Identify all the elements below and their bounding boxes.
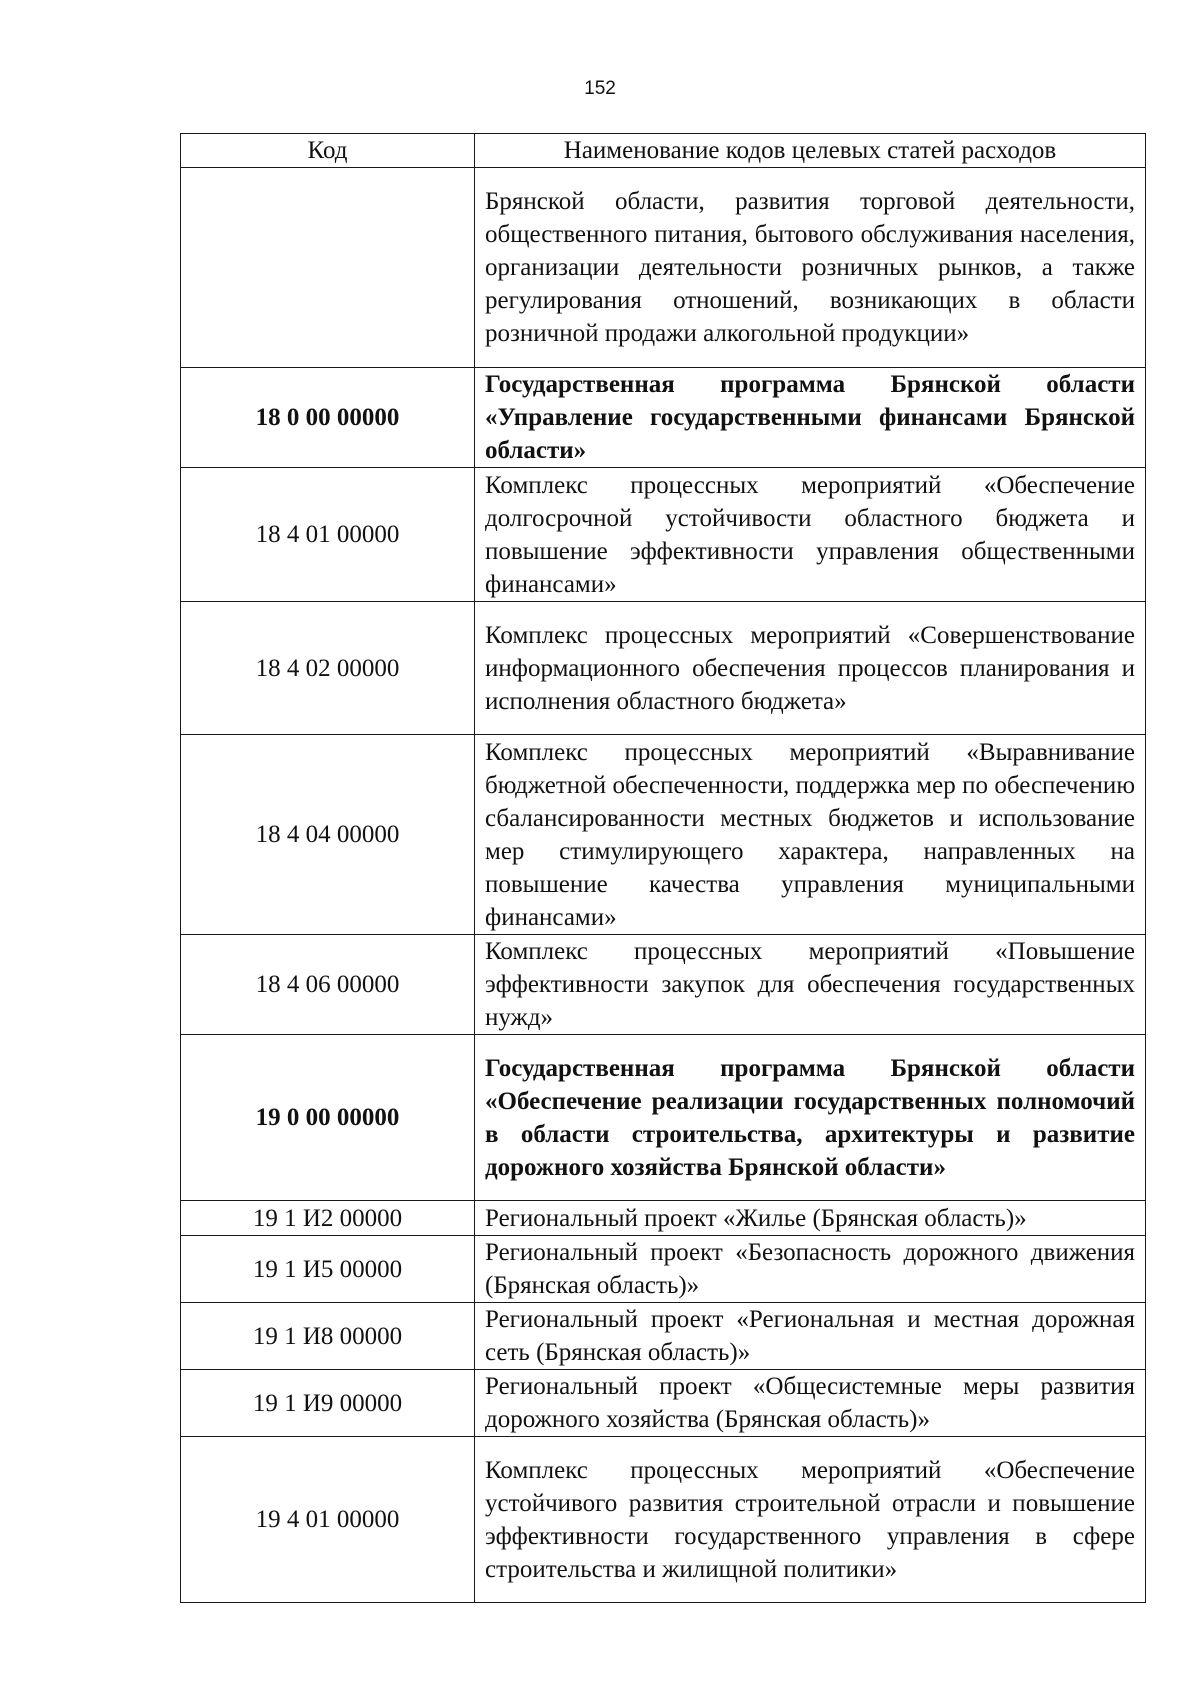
name-cell: Государственная программа Брянской области «Обеспечение реализации государственных полномочий в области строительства, архитектуры и развитие дорожного хозяйства Брянской области» (475, 1035, 1146, 1201)
code-cell: 19 0 00 00000 (181, 1035, 475, 1201)
table-body (181, 168, 1146, 1603)
table-row (181, 1236, 1146, 1303)
table-row (181, 1303, 1146, 1370)
name-cell: Комплекс процессных мероприятий «Повышение эффективности закупок для обеспечения государственных нужд» (475, 935, 1146, 1035)
table-row (181, 1201, 1146, 1236)
name-cell: Региональный проект «Жилье (Брянская область)» (475, 1201, 1146, 1236)
name-cell: Региональный проект «Общесистемные меры развития дорожного хозяйства (Брянская область)» (475, 1370, 1146, 1437)
table-row (181, 735, 1146, 935)
name-cell: Комплекс процессных мероприятий «Обеспечение устойчивого развития строительной отрасли и повышение эффективности государственного управления в сфере строительства и жилищной политики» (475, 1437, 1146, 1603)
code-cell: 19 1 И2 00000 (181, 1201, 475, 1236)
code-cell: 18 0 00 00000 (181, 368, 475, 468)
code-cell: 19 4 01 00000 (181, 1437, 475, 1603)
table-row (181, 468, 1146, 602)
header-name: Наименование кодов целевых статей расходов (475, 134, 1146, 168)
name-cell: Комплекс процессных мероприятий «Выравнивание бюджетной обеспеченности, поддержка мер по обеспечению сбалансированности местных бюджетов и использование мер стимулирующего характера, направленных на повышение качества управления муниципальными финансами» (475, 735, 1146, 935)
code-cell: 19 1 И9 00000 (181, 1370, 475, 1437)
name-cell: Региональный проект «Безопасность дорожного движения (Брянская область)» (475, 1236, 1146, 1303)
code-cell: 18 4 06 00000 (181, 935, 475, 1035)
name-cell: Комплекс процессных мероприятий «Обеспечение долгосрочной устойчивости областного бюджета и повышение эффективности управления общественными финансами» (475, 468, 1146, 602)
page-number: 152 (584, 78, 616, 99)
code-cell: 18 4 02 00000 (181, 602, 475, 735)
header-code: Код (181, 134, 475, 168)
table-row (181, 168, 1146, 368)
code-cell (181, 168, 475, 368)
code-cell: 18 4 04 00000 (181, 735, 475, 935)
table-row (181, 1035, 1146, 1201)
code-cell: 19 1 И5 00000 (181, 1236, 475, 1303)
table-row (181, 935, 1146, 1035)
name-cell: Государственная программа Брянской области «Управление государственными финансами Брянской области» (475, 368, 1146, 468)
name-cell: Региональный проект «Региональная и местная дорожная сеть (Брянская область)» (475, 1303, 1146, 1370)
name-cell: Брянской области, развития торговой деятельности, общественного питания, бытового обслуживания населения, организации деятельности розничных рынков, а также регулирования отношений, возникающих в области розничной продажи алкогольной продукции» (475, 168, 1146, 368)
code-cell: 19 1 И8 00000 (181, 1303, 475, 1370)
table-row (181, 1370, 1146, 1437)
table-row (181, 368, 1146, 468)
name-cell: Комплекс процессных мероприятий «Совершенствование информационного обеспечения процессов планирования и исполнения областного бюджета» (475, 602, 1146, 735)
table-row (181, 602, 1146, 735)
table-header-row (181, 134, 1146, 168)
target-expense-codes-table (180, 133, 1146, 1603)
code-cell: 18 4 01 00000 (181, 468, 475, 602)
table-row (181, 1437, 1146, 1603)
